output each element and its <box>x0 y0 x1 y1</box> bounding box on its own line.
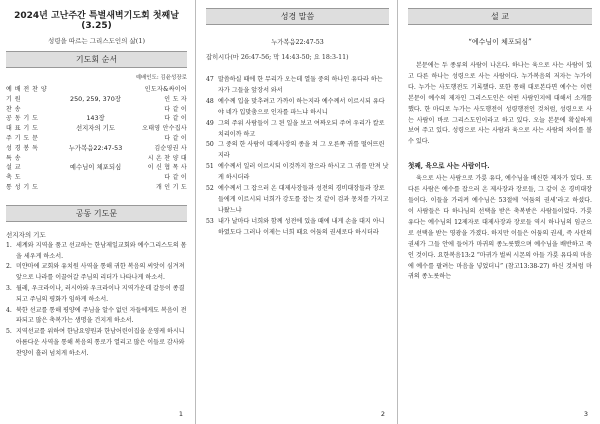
order-detail: 예수님이 체포되심 <box>69 163 122 172</box>
order-row <box>6 154 187 164</box>
verse <box>206 119 389 141</box>
order-detail <box>52 173 139 183</box>
verse <box>206 75 389 97</box>
order-row <box>6 114 187 124</box>
order-person: 오태영 안수집사 <box>142 125 187 133</box>
order-row <box>6 163 187 173</box>
prayer-text: 지역선교를 위하여 한남요양원과 한남어린이집을 운영케 하시니 아름다운 사역을 통해 복음의 통로가 열리고 많은 이들로 감사와 찬양이 흘러 넘치게 하소서. <box>16 328 185 357</box>
order-row <box>6 183 187 193</box>
verse <box>206 217 389 239</box>
prayer-heading: 공동 기도문 <box>6 205 187 222</box>
order-person: 김순영권 사 <box>154 144 187 152</box>
order-row <box>6 134 187 144</box>
verse-number: 51 <box>206 163 214 171</box>
order-person: 인도자&싸이어 <box>144 86 187 93</box>
order-label: 축 도 <box>6 174 21 182</box>
prayer-item <box>6 327 187 359</box>
order-table <box>6 85 187 193</box>
prayer-number: 4. <box>6 306 12 314</box>
verse <box>206 184 389 217</box>
verse-text: 그 중의 한 사람이 대제사장의 종을 쳐 그 오른쪽 귀를 떨어뜨린지라 <box>218 141 385 160</box>
order-row <box>6 124 187 134</box>
order-person: 이 신 협 목 사 <box>147 164 187 172</box>
verse-text: 예수께서 그 잡으러 온 대제사장들과 성전의 경비대장들과 장로들에게 이르시되 너희가 강도를 잡는 것 같이 검과 몽치를 가지고 나왔느냐 <box>218 185 389 214</box>
page-number: 3 <box>583 410 588 418</box>
order-row <box>6 95 187 105</box>
prayer-item <box>6 262 187 284</box>
verse-text: 내가 날마다 너희와 함께 성전에 있을 때에 내게 손을 대지 아니하였도다 그러나 이제는 너희 때요 어둠의 권세로다 하시더라 <box>218 217 385 236</box>
order-person: 다 같 이 <box>164 105 187 113</box>
order-person: 개 인 기 도 <box>155 183 187 191</box>
prayer-text: 북한 선교를 통해 평양에 주님을 알수 없던 자들에게도 복음이 전파되고 많은 축복가는 생명을 건지게 하소서. <box>16 306 187 325</box>
order-label: 대 표 기 도 <box>6 125 39 133</box>
bulletin-subtitle: 성령을 따르는 그리스도인의 삶(1) <box>47 37 146 45</box>
order-detail <box>52 134 139 144</box>
page-1 <box>0 0 196 424</box>
order-detail <box>52 183 139 193</box>
order-person: 시 온 찬 양 대 <box>147 154 187 162</box>
verse-list <box>206 75 389 239</box>
order-detail <box>52 85 139 95</box>
verse-text: 말씀하실 때에 한 무리가 오는데 열둘 중의 하나인 유다라 하는 자가 그들을 앞장서 와서 <box>218 76 383 94</box>
prayer-number: 1. <box>6 241 12 249</box>
order-row <box>6 144 187 154</box>
prayer-text: 월레, 우크라이나, 러시아와 우크라이나 지역가운데 갈등이 종결되고 주님의 평화가 임하게 하소서. <box>16 284 185 303</box>
scripture-heading: 성경 말씀 <box>206 8 389 25</box>
order-label: 공 동 기 도 <box>6 115 39 123</box>
verse-number: 49 <box>206 119 214 127</box>
order-row <box>6 85 187 95</box>
page-number: 2 <box>380 410 385 418</box>
verse <box>206 162 389 184</box>
prayer-text: 미얀마에 교회와 유치원 사역을 통해 귀한 복음의 씨앗이 심겨져 앞으로 나라를 이끌어갈 주님의 리더가 나타나게 하소서. <box>16 263 185 282</box>
verse-text: 그의 주위 사람들이 그 된 일을 보고 여짜오되 주여 우리가 칼로 치리이까 하고 <box>218 119 385 138</box>
bulletin-title: 2024년 고난주간 특별새벽기도회 첫째날(3.25) <box>14 11 179 31</box>
order-label: 기 원 <box>6 95 21 103</box>
order-person: 다 같 이 <box>164 174 187 182</box>
page-2 <box>198 0 398 424</box>
prayer-number: 2. <box>6 263 12 271</box>
verse-number: 52 <box>206 185 214 193</box>
sermon-subheading: 첫째, 육으로 사는 사람이다. <box>408 162 490 171</box>
order-label: 통 성 기 도 <box>6 183 39 191</box>
prayer-number: 5. <box>6 328 12 336</box>
prayer-item <box>6 241 187 263</box>
prayer-item <box>6 284 187 306</box>
verse-text: 예수께서 일러 이르시되 이것까지 참으라 하시고 그 귀를 만져 낫게 하시더라 <box>218 163 389 182</box>
order-detail: 250, 259, 370장 <box>70 94 121 103</box>
verse-number: 48 <box>206 97 214 105</box>
prayer-number: 3. <box>6 284 12 292</box>
verse <box>206 97 389 119</box>
prayer-list <box>6 241 187 360</box>
prayer-intro: 선지자의 기도 <box>6 230 46 239</box>
page-number: 1 <box>178 410 183 418</box>
order-detail: 누가복음22:47-53 <box>68 143 123 152</box>
order-row <box>6 105 187 115</box>
order-label: 특 송 <box>6 154 21 162</box>
prayer-item <box>6 306 187 328</box>
scripture-reference: 누가복음22:47-53 <box>271 39 324 46</box>
prayer-text: 세계와 지역을 품고 선교하는 한남제일교회와 예수그리스도의 몸을 세우게 하소서. <box>16 241 187 260</box>
sermon-title: “예수님이 체포되심” <box>468 38 532 46</box>
verse-number: 53 <box>206 217 214 225</box>
order-person: 인 도 자 <box>164 95 187 103</box>
order-person: 다 같 이 <box>164 134 187 142</box>
order-heading: 기도회 순서 <box>6 51 187 68</box>
sermon-intro: 본문에는 두 종류의 사람이 나온다. 하나는 육으로 사는 사람이 있고 다른 하나는 성령으로 사는 사람이다. 누가복음의 저자는 누가이다. 누가는 사도행전도 기록했다. 또한 통해 대로본다면 예수는 이런 본문이 예수의 제자인 그리스도인은 어떤 사람인지에 대해서 소개를 했다. 한 마디로 누가는 사도행전이 성령행전인 것처럼, 성령으로 사는 사람이 바로 그리스도인이라고 하고 있다. 오늘 본문에 확실하게 보여 주고 있다. 성령으로 사는 사람과 육으로 사는 사람의 차이를 볼 수 있다. <box>408 62 592 146</box>
order-label: 찬 송 <box>6 105 21 113</box>
worship-leader: 예배인도: 김윤성장로 <box>135 75 187 81</box>
sermon-heading: 설 교 <box>408 8 592 25</box>
order-detail: 143장 <box>86 114 105 123</box>
order-label: 설 교 <box>6 164 21 172</box>
verse-number: 47 <box>206 76 214 83</box>
verse-number: 50 <box>206 141 214 149</box>
order-detail <box>52 105 139 115</box>
sermon-body: 육으로 사는 사람으로 가룟 유다, 예수님을 배신한 제자가 있다. 또 다른 사람은 예수를 잡으러 온 제사장과 장로들, 그 같이 온 경비대장들이다. 이들을 가리켜 예수님은 53절에 ‘어둠의 권세’라고 하셨다. 이 사람들은 다 하나님의 선택을 받은 축복받은 사람들이었다. 가룟 유다는 예수님의 12제자로 대제사장과 장로들 역시 하나님의 임군으로 선택을 받는 영광을 가졌다. 하지만 이들은 어둠의 권세, 즉 사탄의 권세가 그들 안에 들어가 마귀의 종노릇했으며 예수님을 배반하고 죽인 것이다. 요한복음13:2 “마귀가 벌써 시몬의 아들 가룟 유다의 마음에 예수를 팔려는 마음을 넣었더니” (참고13:38-27) 하신 것처럼 마귀의 종노릇하는 <box>408 175 592 281</box>
order-detail <box>52 154 139 164</box>
order-person: 다 같 이 <box>164 115 187 123</box>
order-row <box>6 173 187 183</box>
verse <box>206 140 389 162</box>
order-detail: 선지자의 기도 <box>75 124 116 133</box>
order-label: 주 기 도 문 <box>6 134 39 142</box>
page-3 <box>400 0 600 424</box>
order-label: 성 경 봉 독 <box>6 144 39 152</box>
verse-text: 예수께 입을 맞추려고 가까이 하는지라 예수께서 이르시되 유다야 네가 입맞춤으로 인자를 파느냐 하시니 <box>218 97 385 116</box>
order-label: 예 배 전 찬 양 <box>6 86 48 93</box>
cross-reference: 잡히시다(마 26:47-56; 막 14:43-50; 요 18:3-11) <box>206 54 349 61</box>
